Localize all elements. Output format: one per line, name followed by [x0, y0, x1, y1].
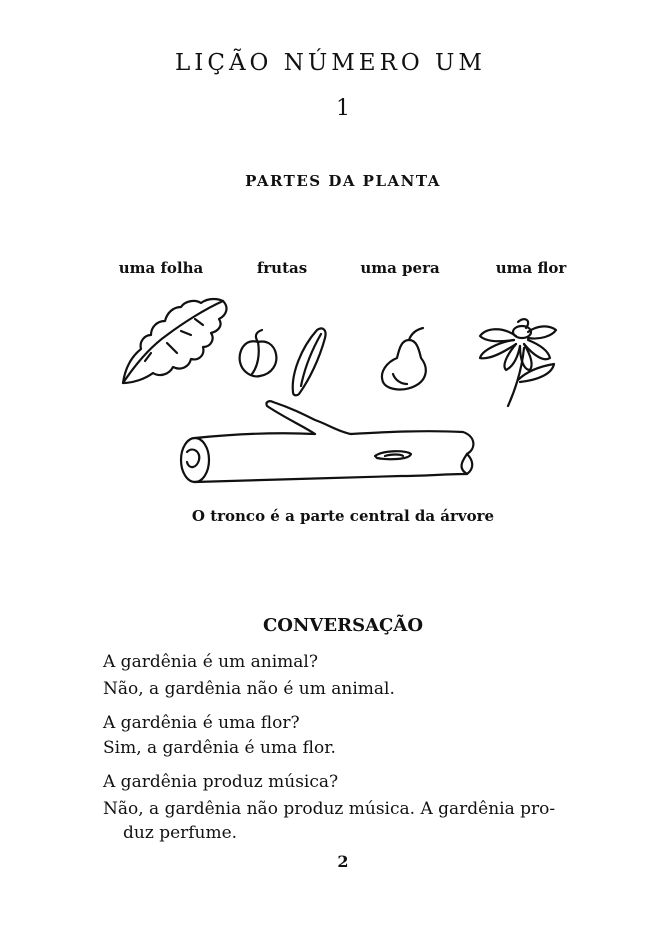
conversation-title: CONVERSAÇÃO: [262, 615, 424, 636]
log-icon: [175, 396, 485, 492]
pear-icon: [375, 326, 433, 392]
flower-icon: [472, 318, 572, 410]
peach-icon: [234, 328, 282, 380]
conversation-line: Sim, a gardênia é uma flor.: [103, 738, 336, 758]
section-title: PARTES DA PLANTA: [245, 172, 441, 190]
conversation-line: A gardênia produz música?: [103, 772, 339, 792]
label-leaf: uma folha: [118, 259, 204, 277]
label-flower: uma flor: [495, 259, 567, 277]
label-pear: uma pera: [360, 259, 440, 277]
conversation-line: Não, a gardênia não produz música. A gardênia pro-: [103, 799, 556, 819]
label-fruits: frutas: [256, 259, 308, 277]
pod-icon: [287, 324, 331, 396]
lesson-title: LIÇÃO NÚMERO UM: [174, 50, 486, 76]
conversation-line: A gardênia é um animal?: [103, 652, 318, 672]
lesson-number: 1: [336, 96, 350, 121]
conversation-line: A gardênia é uma flor?: [103, 713, 300, 733]
conversation-line: Não, a gardênia não é um animal.: [103, 679, 395, 699]
trunk-caption: O tronco é a parte central da árvore: [191, 507, 495, 525]
page-number: 2: [337, 852, 349, 871]
leaf-icon: [115, 295, 235, 390]
conversation-line: duz perfume.: [123, 823, 238, 843]
